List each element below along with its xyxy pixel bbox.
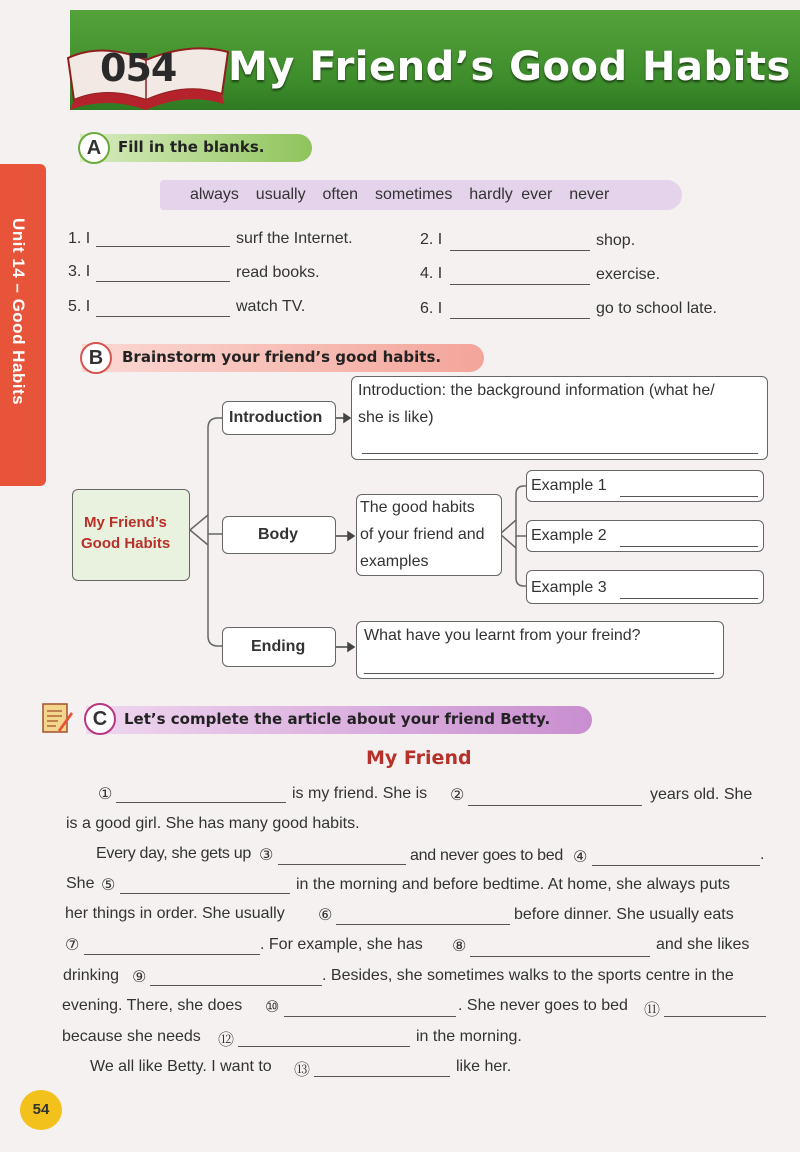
article-line-6b: and she likes <box>656 936 750 953</box>
section-a-instruction: Fill in the blanks. <box>118 138 265 156</box>
item-3-text: read books. <box>236 264 320 281</box>
blank-6[interactable] <box>336 924 510 925</box>
example-2-blank[interactable] <box>620 546 758 547</box>
item-2-num: 2. I <box>420 231 443 248</box>
example-1-blank[interactable] <box>620 496 758 497</box>
body-desc-line-3: examples <box>360 553 429 570</box>
marker-2: ② <box>450 785 465 804</box>
marker-4: ④ <box>573 847 588 866</box>
page-number: 54 <box>20 1090 62 1130</box>
section-a-letter: A <box>78 132 110 164</box>
page-title: My Friend’s Good Habits <box>228 44 791 90</box>
item-4-blank[interactable] <box>450 284 590 285</box>
item-5-text: watch TV. <box>236 298 306 315</box>
blank-3[interactable] <box>278 864 406 865</box>
article-line-3b: and never goes to bed <box>410 847 563 864</box>
example-1-label: Example 1 <box>531 477 607 494</box>
body-desc-line-2: of your friend and <box>360 526 485 543</box>
item-1-num: 1. I <box>68 230 91 247</box>
blank-7[interactable] <box>84 954 260 955</box>
marker-5: ⑤ <box>101 875 116 894</box>
item-6-num: 6. I <box>420 300 443 317</box>
article-line-7b: . Besides, she sometimes walks to the sports centre in the <box>322 967 734 984</box>
item-2-blank[interactable] <box>450 250 590 251</box>
blank-5[interactable] <box>120 893 290 894</box>
article-line-4b: in the morning and before bedtime. At home, she always puts <box>296 876 731 893</box>
article-line-6a: . For example, she has <box>260 936 423 953</box>
article-line-2: is a good girl. She has many good habits. <box>66 815 360 832</box>
word-bank: always usually often sometimes hardly ever never <box>160 180 682 210</box>
item-1-blank[interactable] <box>96 246 230 247</box>
article-line-9b: in the morning. <box>416 1028 522 1045</box>
article-line-5a: her things in order. She usually <box>65 905 285 922</box>
item-4-num: 4. I <box>420 265 443 282</box>
intro-desc-blank[interactable] <box>362 453 758 454</box>
item-1-text: surf the Internet. <box>236 230 353 247</box>
item-2-text: shop. <box>596 232 636 249</box>
root-line-2: Good Habits <box>81 535 171 552</box>
lesson-number: 054 <box>100 46 177 90</box>
item-6-blank[interactable] <box>450 318 590 319</box>
blank-11[interactable] <box>664 1016 766 1017</box>
blank-9[interactable] <box>150 985 322 986</box>
item-6-text: go to school late. <box>596 300 717 317</box>
marker-1: ① <box>98 784 113 803</box>
example-3-label: Example 3 <box>531 579 607 596</box>
article-line-10b: like her. <box>456 1058 512 1075</box>
article-line-7a: drinking <box>63 967 120 984</box>
article-line-3c: . <box>760 846 765 863</box>
marker-11: ⑪ <box>644 1000 661 1019</box>
blank-4[interactable] <box>592 865 760 866</box>
unit-label: Unit 14 – Good Habits <box>9 218 28 406</box>
article-line-8a: evening. There, she does <box>62 997 243 1014</box>
article-line-3a: Every day, she gets up <box>96 845 251 862</box>
blank-1[interactable] <box>116 802 286 803</box>
article-line-4a: She <box>66 875 95 892</box>
example-2-label: Example 2 <box>531 527 607 544</box>
introduction-label: Introduction <box>229 409 323 426</box>
section-b-letter: B <box>80 342 112 374</box>
item-5-blank[interactable] <box>96 316 230 317</box>
blank-2[interactable] <box>468 805 642 806</box>
marker-10: ⑩ <box>265 997 280 1016</box>
marker-9: ⑨ <box>132 967 147 986</box>
marker-6: ⑥ <box>318 905 333 924</box>
body-desc-line-1: The good habits <box>360 499 475 516</box>
intro-desc-line-2: she is like) <box>358 409 434 426</box>
section-c-instruction: Let’s complete the article about your friend Betty. <box>124 710 551 728</box>
blank-13[interactable] <box>314 1076 450 1077</box>
marker-3: ③ <box>259 845 274 864</box>
intro-desc-line-1: Introduction: the background information (what he/ <box>358 382 715 399</box>
example-3-blank[interactable] <box>620 598 758 599</box>
marker-12: ⑫ <box>218 1030 235 1049</box>
article-line-10a: We all like Betty. I want to <box>90 1058 272 1075</box>
root-line-1: My Friend’s <box>84 514 167 531</box>
writing-icon <box>40 700 74 736</box>
item-4-text: exercise. <box>596 266 661 283</box>
marker-8: ⑧ <box>452 936 467 955</box>
section-b-instruction: Brainstorm your friend’s good habits. <box>122 348 442 366</box>
blank-10[interactable] <box>284 1016 456 1017</box>
item-5-num: 5. I <box>68 298 91 315</box>
item-3-num: 3. I <box>68 263 91 280</box>
item-3-blank[interactable] <box>96 281 230 282</box>
article-line-1a: is my friend. She is <box>292 785 428 802</box>
ending-desc-blank[interactable] <box>364 673 714 674</box>
article-line-8b: . She never goes to bed <box>458 997 628 1014</box>
blank-8[interactable] <box>470 956 650 957</box>
article-line-9a: because she needs <box>62 1028 201 1045</box>
article-title: My Friend <box>366 747 472 769</box>
ending-desc-text: What have you learnt from your freind? <box>364 627 641 644</box>
marker-13: ⑬ <box>294 1060 311 1079</box>
section-c-letter: C <box>84 703 116 735</box>
blank-12[interactable] <box>238 1046 410 1047</box>
body-label: Body <box>258 526 298 543</box>
article-line-1b: years old. She <box>650 786 753 803</box>
ending-label: Ending <box>251 638 306 655</box>
marker-7: ⑦ <box>65 935 80 954</box>
article-line-5b: before dinner. She usually eats <box>514 906 734 923</box>
